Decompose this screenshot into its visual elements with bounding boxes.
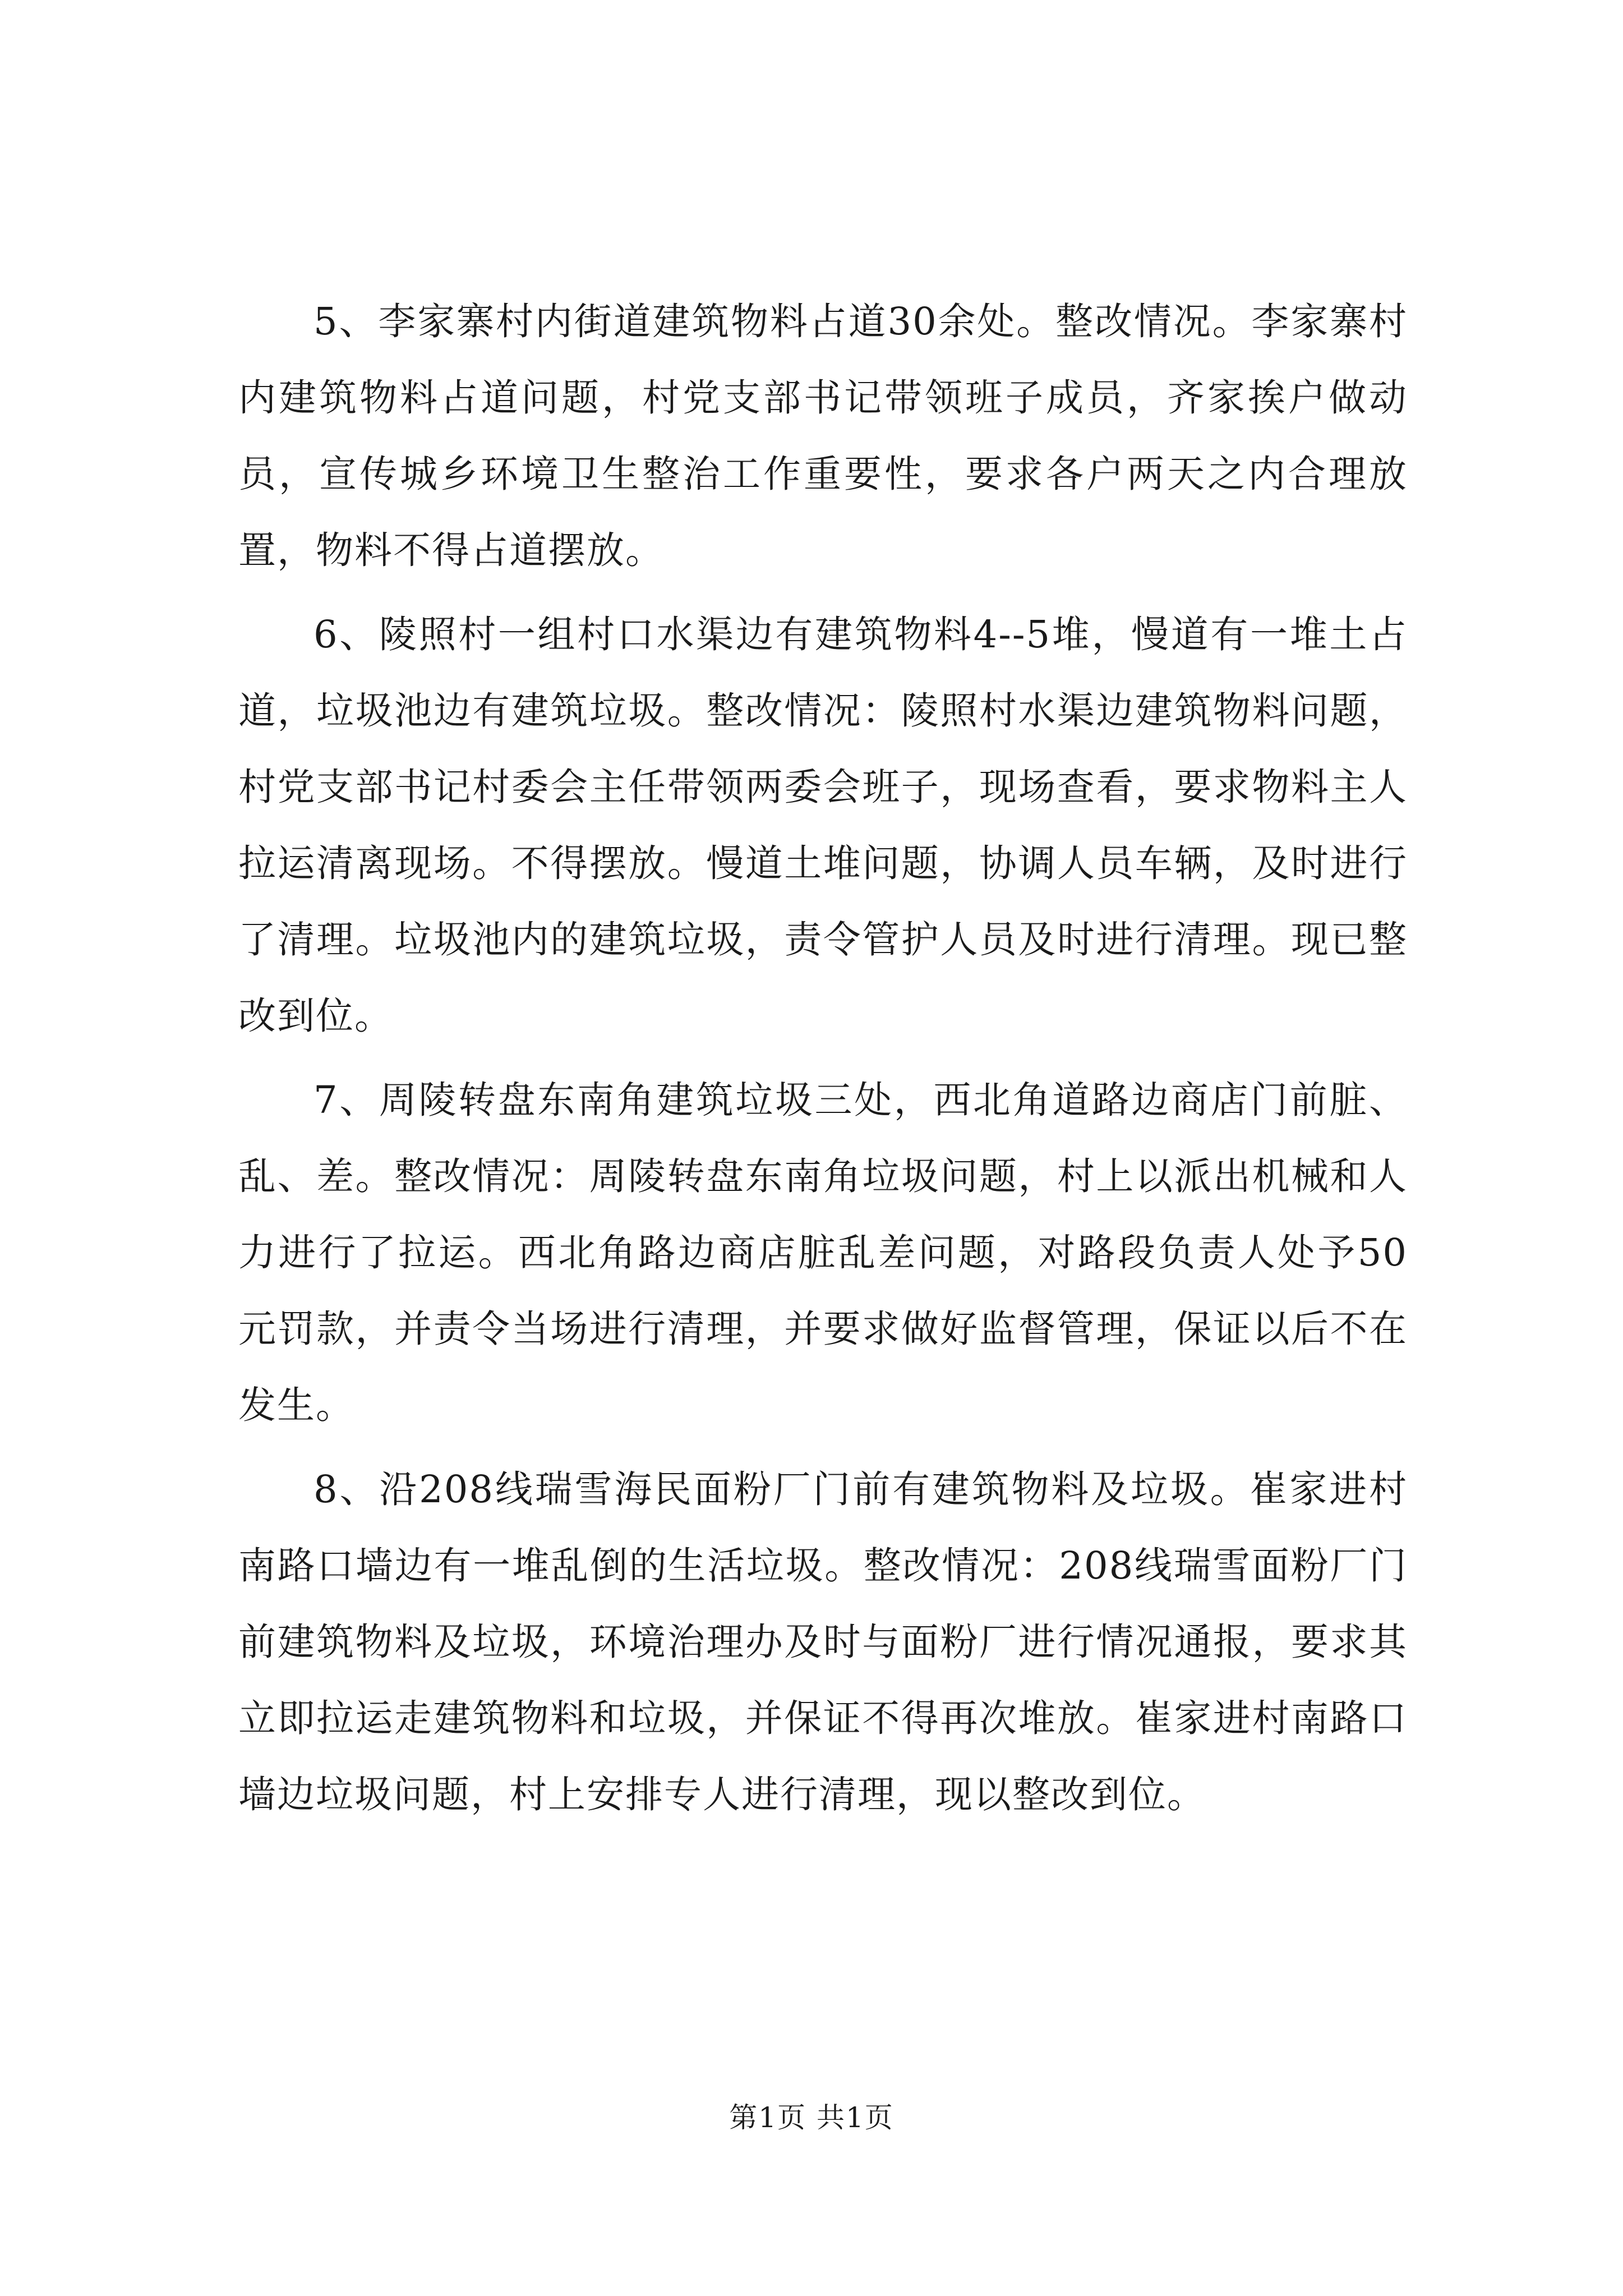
page-number-label: 第1页 共1页 <box>729 2101 894 2134</box>
document-body <box>238 283 1408 1841</box>
page-footer <box>0 2095 1623 2136</box>
paragraph-item-7: 7、周陵转盘东南角建筑垃圾三处，西北角道路边商店门前脏、乱、差。整改情况：周陵转盘东南角垃圾问题，村上以派出机械和人力进行了拉运。西北角路边商店脏乱差问题，对路段负责人处予50元罚款，并责令当场进行清理，并要求做好监督管理，保证以后不在发生。 <box>238 1078 1408 1427</box>
paragraph-item-5: 5、李家寨村内街道建筑物料占道30余处。整改情况。李家寨村内建筑物料占道问题，村党支部书记带领班子成员，齐家挨户做动员，宣传城乡环境卫生整治工作重要性，要求各户两天之内合理放置，物料不得占道摆放。 <box>238 300 1408 572</box>
paragraph-item-6: 6、陵照村一组村口水渠边有建筑物料4--5堆，慢道有一堆土占道，垃圾池边有建筑垃圾。整改情况：陵照村水渠边建筑物料问题，村党支部书记村委会主任带领两委会班子，现场查看，要求物料主人拉运清离现场。不得摆放。慢道土堆问题，协调人员车辆，及时进行了清理。垃圾池内的建筑垃圾，责令管护人员及时进行清理。现已整改到位。 <box>238 613 1408 1038</box>
paragraph-item-8: 8、沿208线瑞雪海民面粉厂门前有建筑物料及垃圾。崔家进村南路口墙边有一堆乱倒的生活垃圾。整改情况：208线瑞雪面粉厂门前建筑物料及垃圾，环境治理办及时与面粉厂进行情况通报，要求其立即拉运走建筑物料和垃圾，并保证不得再次堆放。崔家进村南路口墙边垃圾问题，村上安排专人进行清理，现以整改到位。 <box>238 1467 1408 1816</box>
